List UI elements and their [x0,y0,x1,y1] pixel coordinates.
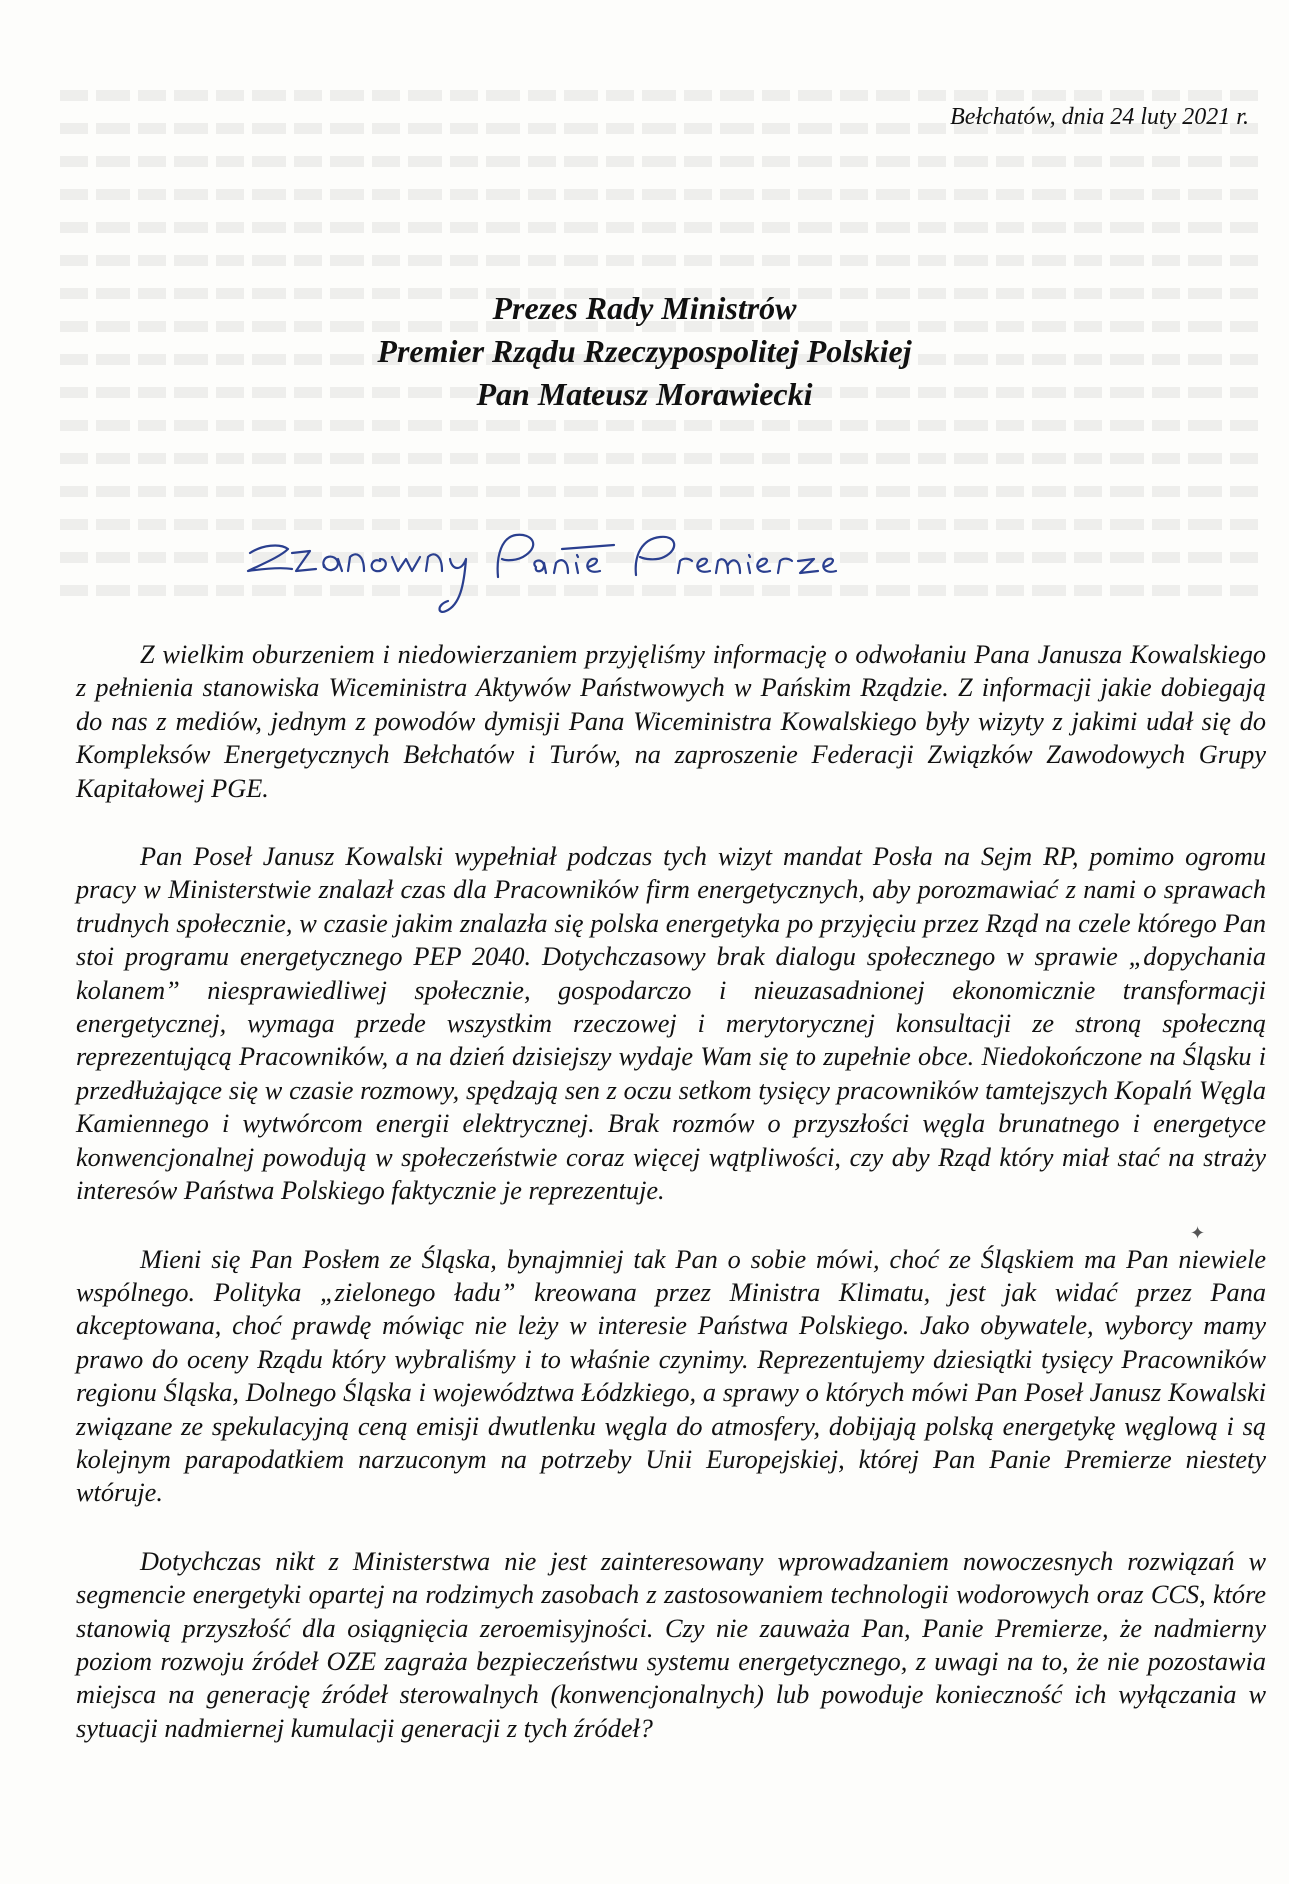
place-and-date: Bełchatów, dnia 24 luty 2021 r. [950,104,1249,130]
paragraph-4: Dotychczas nikt z Ministerstwa nie jest zainteresowany wprowadzaniem nowoczesnych rozwiązań w segmencie energetyki opartej na rodzimych zasobach z zastosowaniem technologii wodorowych oraz CCS, które stanowią przyszłość dla osiągnięcia zeroemisyjności. Czy nie zauważa Pan, Panie Premierze, że nadmierny poziom rozwoju źródeł OZE zagraża bezpieczeństwu systemu energetycznego, z uwagi na to, że nie pozostawia miejsca na generację źródeł sterowalnych (konwencjonalnych) lub powoduje konieczność ich wyłączania w sytuacji nadmiernej kumulacji generacji z tych źródeł? [76,1546,1266,1743]
stray-ink-mark: ✦ [1190,1223,1206,1244]
addressee-block [0,287,1289,416]
paragraph-1: Z wielkim oburzeniem i niedowierzaniem przyjęliśmy informację o odwołaniu Pana Janusza Kowalskiego z pełnienia stanowiska Wiceministra Aktywów Państwowych w Pańskim Rządzie. Z informacji jakie dobiegają do nas z mediów, jednym z powodów dymisji Pana Wiceministra Kowalskiego były wizyty z jakimi udał się do Kompleksów Energetycznych Bełchatów i Turów, na zaproszenie Federacji Związków Zawodowych Grupy Kapitałowej PGE. [76,640,1266,803]
paragraph-2: Pan Poseł Janusz Kowalski wypełniał podczas tych wizyt mandat Posła na Sejm RP, pomimo ogromu pracy w Ministerstwie znalazł czas dla Pracowników firm energetycznych, aby porozmawiać z nami o sprawach trudnych społecznie, w czasie jakim znalazła się polska energetyka po przyjęciu przez Rząd na czele którego Pan stoi programu energetycznego PEP 2040. Dotychczasowy brak dialogu społecznego w sprawie „dopychania kolanem” niesprawiedliwej społecznie, gospodarczo i nieuzasadnionej ekonomicznie transformacji energetycznej, wymaga przede wszystkim rzeczowej i merytorycznej konsultacji ze stroną społeczną reprezentującą Pracowników, a na dzień dzisiejszy wydaje Wam się to zupełnie obce. Niedokończone na Śląsku i przedłużające się w czasie rozmowy, spędzają sen z oczu setkom tysięcy pracowników tamtejszych Kopalń Węgla Kamiennego i wytwórcom energii elektrycznej. Brak rozmów o przyszłości węgla brunatnego i energetyce konwencjonalnej powodują w społeczeństwie coraz więcej wątpliwości, czy aby Rząd który miał stać na straży interesów Państwa Polskiego faktycznie je reprezentuje. [76,842,1266,1206]
addressee-name: Pan Mateusz Morawiecki [476,376,813,412]
paragraph-3: Mieni się Pan Posłem ze Śląska, bynajmniej tak Pan o sobie mówi, choć ze Śląskiem ma Pan niewiele wspólnego. Polityka „zielonego ładu” kreowana przez Ministra Klimatu, jest jak widać przez Pana akceptowana, choć prawdę mówiąc nie leży w interesie Państwa Polskiego. Jako obywatele, wyborcy mamy prawo do oceny Rządu który wybraliśmy i to właśnie czynimy. Reprezentujemy dziesiątki tysięcy Pracowników regionu Śląska, Dolnego Śląska i województwa Łódzkiego, a sprawy o których mówi Pan Poseł Janusz Kowalski związane ze spekulacyjną ceną emisji dwutlenku węgla do atmosfery, dobijają polską energetykę węglową i są kolejnym parapodatkiem narzuconym na potrzeby Unii Europejskiej, której Pan Panie Premierze niestety wtóruje. [76,1244,1266,1508]
letter-body [76,638,1266,1780]
addressee-title: Prezes Rady Ministrów [492,290,797,326]
addressee-office: Premier Rządu Rzeczypospolitej Polskiej [377,333,912,369]
handwritten-greeting [240,515,940,625]
